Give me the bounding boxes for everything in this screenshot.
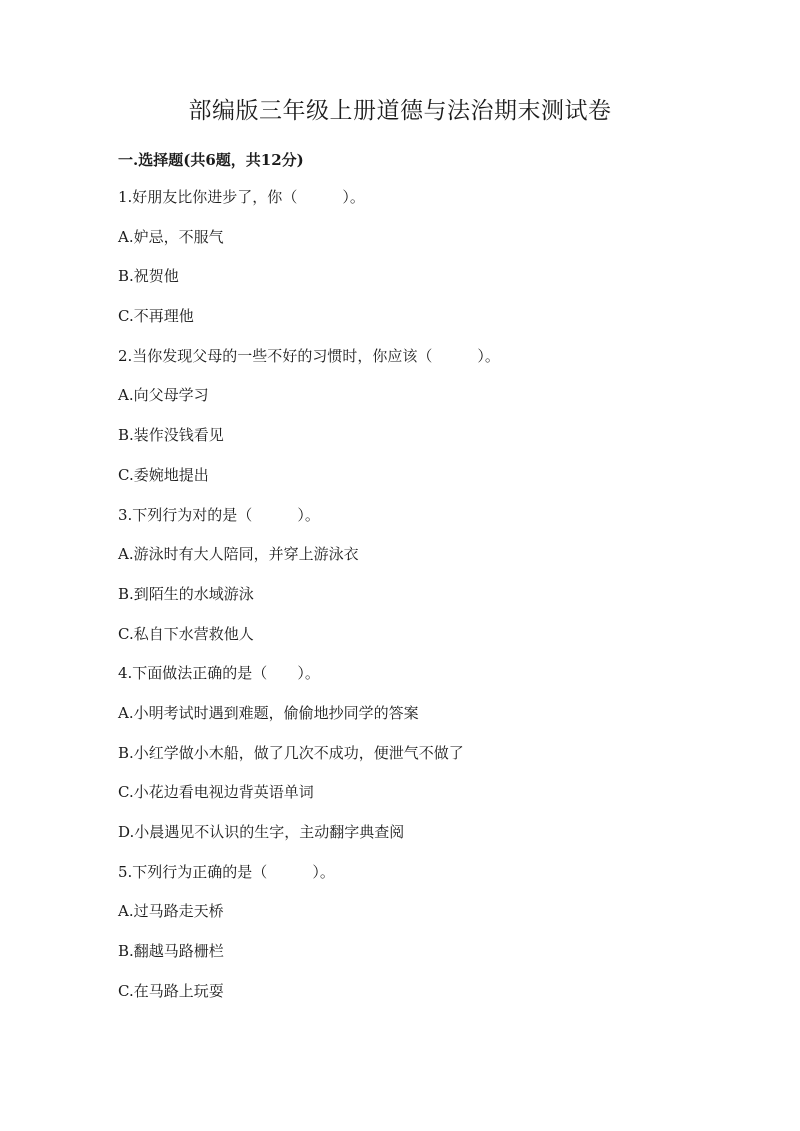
option-text: A.游泳时有大人陪同，并穿上游泳衣 (118, 545, 359, 564)
option-text: C.在马路上玩耍 (118, 981, 224, 1000)
option-text: A.过马路走天桥 (118, 902, 224, 921)
option-text: C.小花边看电视边背英语单词 (118, 783, 314, 802)
question-list (118, 186, 758, 1019)
option-text: B.装作没钱看见 (118, 426, 224, 445)
option-text: B.到陌生的水域游泳 (118, 584, 254, 603)
option-text: D.小晨遇见不认识的生字，主动翻字典查阅 (118, 823, 405, 841)
option-text: A.向父母学习 (118, 386, 209, 405)
option-text: C.私自下水营救他人 (118, 624, 254, 643)
question-text: 1.好朋友比你进步了，你（ ）。 (118, 188, 365, 206)
question-text: 2.当你发现父母的一些不好的习惯时，你应该（ ）。 (118, 346, 500, 365)
option-text: B.翻越马路栅栏 (118, 942, 224, 961)
option-text: B.小红学做小木船，做了几次不成功，便泄气不做了 (118, 743, 464, 762)
question-text: 5.下列行为正确的是（ ）。 (118, 862, 335, 881)
option-text: C.不再理他 (118, 307, 194, 326)
option-text: A.小明考试时遇到难题，偷偷地抄同学的答案 (118, 703, 419, 722)
page-title: 部编版三年级上册道德与法治期末测试卷 (188, 98, 612, 124)
question-text: 4.下面做法正确的是（ ）。 (118, 664, 320, 683)
option-text: A.妒忌，不服气 (118, 227, 224, 246)
option-text: C.委婉地提出 (118, 465, 209, 484)
section-heading: 一.选择题(共6题，共12分) (118, 151, 304, 169)
option-text: B.祝贺他 (118, 267, 179, 286)
question-text: 3.下列行为对的是（ ）。 (118, 505, 320, 524)
